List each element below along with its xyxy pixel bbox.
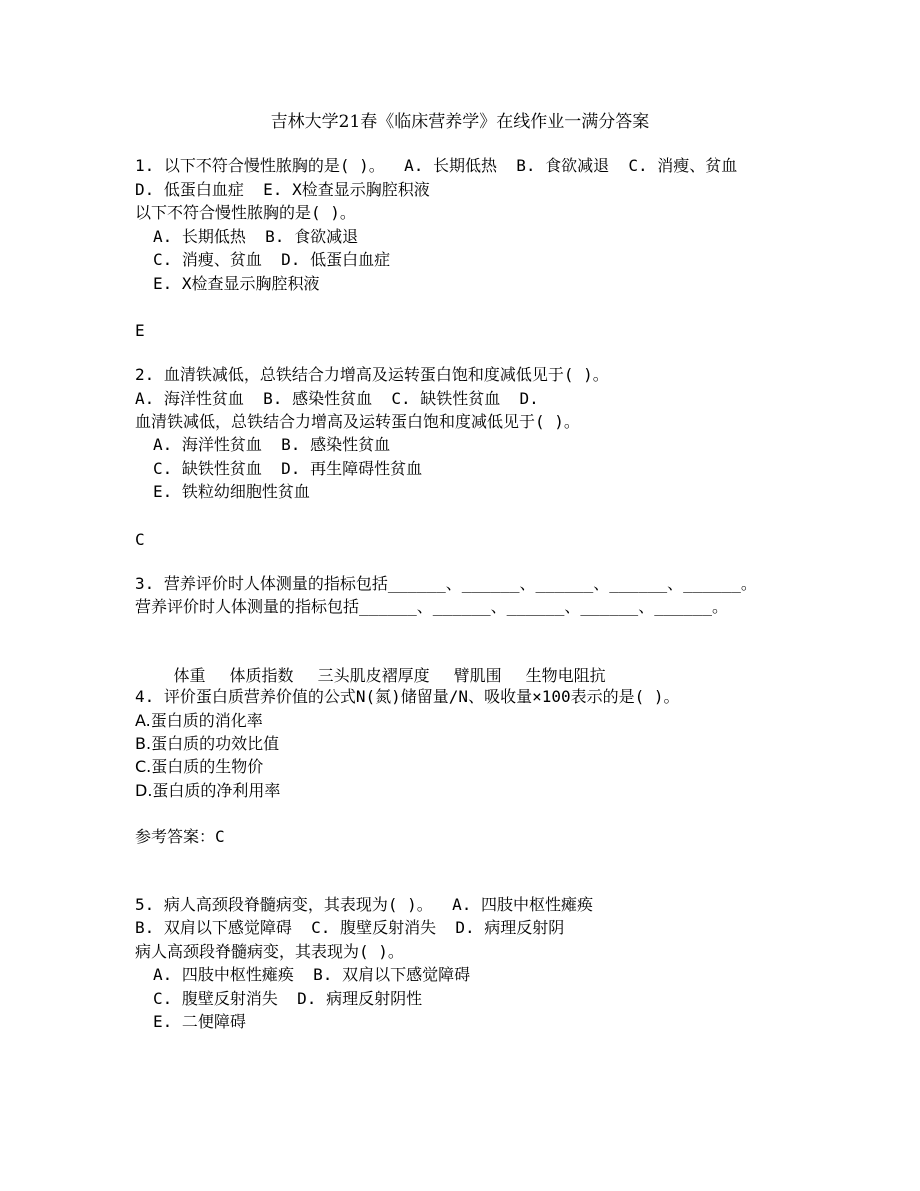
q3-answer-4: 臂肌围 — [453, 666, 502, 685]
q4-option-b: B.蛋白质的功效比值 — [135, 734, 280, 753]
q4-option-d: D.蛋白质的净利用率 — [135, 781, 281, 800]
q1-stem: 以下不符合慢性脓胸的是( )。 — [135, 203, 356, 222]
q3-answer-1: 体重 — [173, 666, 206, 685]
q1-options-1: A. 长期低热 B. 食欲减退 — [153, 227, 359, 246]
q3-line1: 3. 营养评价时人体测量的指标包括______、______、______、______、______。 — [135, 574, 757, 593]
q2-answer: C — [135, 530, 145, 549]
q2-options-1: A. 海洋性贫血 B. 感染性贫血 — [153, 435, 391, 454]
q5-stem: 病人高颈段脊髓病变，其表现为( )。 — [135, 942, 404, 961]
q2-options-3: E. 铁粒幼细胞性贫血 — [153, 482, 310, 501]
q4-line1: 4. 评价蛋白质营养价值的公式N(氮)储留量/N、吸收量×100表示的是( )。 — [135, 687, 680, 706]
q2-options-2: C. 缺铁性贫血 D. 再生障碍性贫血 — [153, 459, 423, 478]
q2-stem: 血清铁减低，总铁结合力增高及运转蛋白饱和度减低见于( )。 — [135, 412, 580, 431]
q2-line1: 2. 血清铁减低，总铁结合力增高及运转蛋白饱和度减低见于( )。 — [135, 365, 609, 384]
q3-answer-2: 体质指数 — [229, 666, 294, 685]
q1-options-3: E. X检查显示胸腔积液 — [153, 274, 320, 293]
q5-options-1: A. 四肢中枢性瘫痪 B. 双肩以下感觉障碍 — [153, 965, 471, 984]
q3-answer-3: 三头肌皮褶厚度 — [317, 666, 430, 685]
q1-options-2: C. 消瘦、贫血 D. 低蛋白血症 — [153, 250, 391, 269]
q4-option-a: A.蛋白质的消化率 — [135, 711, 263, 730]
q3-stem: 营养评价时人体测量的指标包括______、______、______、______、______。 — [135, 597, 728, 616]
q5-line2: B. 双肩以下感觉障碍 C. 腹壁反射消失 D. 病理反射阴 — [135, 918, 565, 937]
q5-options-2: C. 腹壁反射消失 D. 病理反射阴性 — [153, 989, 423, 1008]
q1-answer: E — [135, 321, 145, 340]
q3-answer-5: 生物电阻抗 — [525, 666, 606, 685]
q5-line1: 5. 病人高颈段脊髓病变，其表现为( )。 A. 四肢中枢性瘫痪 — [135, 895, 593, 914]
q5-options-3: E. 二便障碍 — [153, 1012, 246, 1031]
q1-line2: D. 低蛋白血症 E. X检查显示胸腔积液 — [135, 180, 430, 199]
q2-line2: A. 海洋性贫血 B. 感染性贫血 C. 缺铁性贫血 D. — [135, 389, 539, 408]
q4-answer: 参考答案：C — [135, 827, 225, 846]
document-title: 吉林大学21春《临床营养学》在线作业一满分答案 — [270, 112, 650, 132]
q1-line1: 1. 以下不符合慢性脓胸的是( )。 A. 长期低热 B. 食欲减退 C. 消瘦、贫血 — [135, 156, 738, 175]
q4-option-c: C.蛋白质的生物价 — [135, 757, 264, 776]
